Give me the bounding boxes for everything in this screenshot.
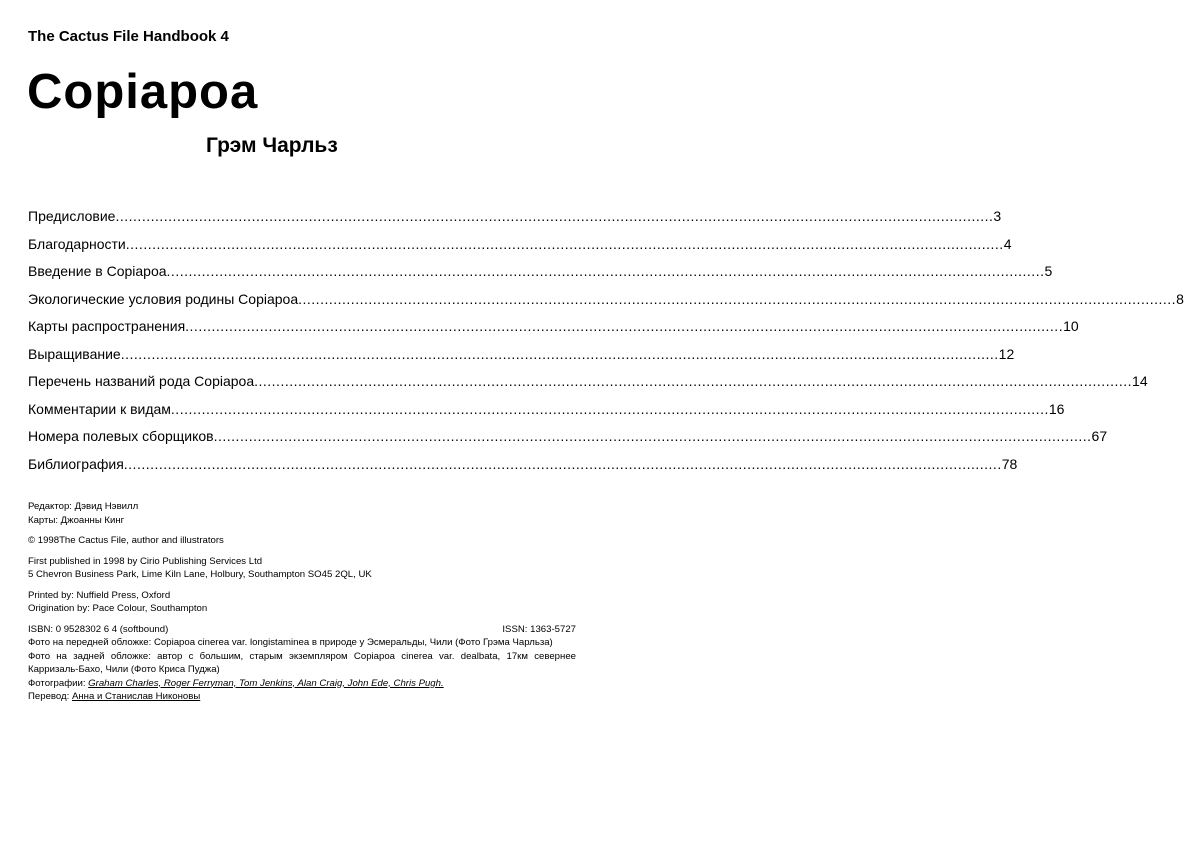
toc-page: 16 bbox=[1048, 400, 1065, 417]
photo-credits bbox=[28, 677, 576, 691]
toc-entry[interactable] bbox=[28, 208, 1002, 236]
toc-entry[interactable] bbox=[28, 428, 1108, 456]
toc-leader: ........................................................................................................................................................................................................ bbox=[213, 428, 1092, 444]
toc-entry[interactable] bbox=[28, 455, 1018, 484]
front-cover-note: Фото на передней обложке: Copiapoa cinerea var. longistaminea в природе у Эсмеральды, Чили (Фото Грэма Чарльза) bbox=[28, 637, 553, 648]
photographer-names: Graham Charles, Roger Ferryman, Tom Jenkins, Alan Craig, John Ede, Chris Pugh. bbox=[88, 677, 444, 689]
author-name: Грэм Чарльз bbox=[206, 134, 338, 157]
translation-label: Перевод: bbox=[28, 691, 70, 702]
toc-leader: ........................................................................................................................................................................................................ bbox=[166, 263, 1045, 279]
copyright-notice: © 1998The Cactus File, author and illustrators bbox=[28, 535, 224, 546]
toc-page: 8 bbox=[1176, 290, 1184, 307]
publisher-line: First published in 1998 by Cirio Publishing Services Ltd bbox=[28, 555, 263, 567]
toc-label: Номера полевых сборщиков bbox=[28, 428, 214, 444]
toc-label: Экологические условия родины Copiapoa bbox=[28, 290, 299, 307]
toc-page: 3 bbox=[993, 208, 1002, 224]
toc-entry[interactable] bbox=[28, 263, 1053, 291]
toc-entry[interactable] bbox=[28, 373, 1148, 401]
maps-credit: Карты: Джоанны Кинг bbox=[28, 514, 125, 526]
publisher-address: 5 Chevron Business Park, Lime Kiln Lane, Holbury, Southampton SO45 2QL, UK bbox=[28, 569, 372, 580]
toc-entry[interactable] bbox=[28, 290, 1184, 319]
toc-label: Библиография bbox=[28, 455, 124, 472]
toc-entry[interactable] bbox=[28, 318, 1079, 346]
toc-leader: ........................................................................................................................................................................................................ bbox=[120, 345, 999, 362]
origination-credit: Origination by: Pace Colour, Southampton bbox=[28, 603, 208, 614]
toc-entry[interactable] bbox=[28, 345, 1015, 374]
editor-credit: Редактор: Дэвид Нэвилл bbox=[28, 501, 139, 512]
issn: ISSN: 1363-5727 bbox=[502, 623, 576, 635]
series-title: The Cactus File Handbook 4 bbox=[28, 28, 229, 45]
isbn-issn-row bbox=[28, 623, 576, 637]
translator-names: Анна и Станислав Никоновы bbox=[71, 691, 201, 702]
toc-label: Комментарии к видам bbox=[28, 400, 171, 417]
toc-page: 14 bbox=[1132, 373, 1148, 389]
isbn: ISBN: 0 9528302 6 4 (softbound) bbox=[28, 623, 169, 635]
toc-label: Предисловие bbox=[28, 208, 116, 224]
printer-credit: Printed by: Nuffield Press, Oxford bbox=[28, 589, 171, 601]
toc-page: 4 bbox=[1003, 235, 1012, 252]
toc-page: 10 bbox=[1063, 318, 1079, 334]
toc-label: Карты распространения bbox=[28, 318, 186, 334]
toc-page: 12 bbox=[998, 345, 1015, 362]
toc-label: Благодарности bbox=[28, 235, 126, 252]
toc-leader: ........................................................................................................................................................................................................ bbox=[115, 208, 994, 224]
toc-leader: ........................................................................................................................................................................................................ bbox=[185, 318, 1064, 334]
toc-entry[interactable] bbox=[28, 400, 1065, 429]
toc-entry[interactable] bbox=[28, 235, 1012, 264]
toc-leader: ........................................................................................................................................................................................................ bbox=[254, 373, 1133, 389]
toc-leader: ........................................................................................................................................................................................................ bbox=[298, 290, 1177, 307]
credits-block bbox=[28, 500, 576, 704]
toc-leader: ........................................................................................................................................................................................................ bbox=[125, 235, 1004, 252]
toc-label: Выращивание bbox=[28, 345, 121, 362]
toc-page: 78 bbox=[1001, 455, 1018, 472]
toc-leader: ........................................................................................................................................................................................................ bbox=[170, 400, 1049, 417]
book-title: Copiapoa bbox=[27, 65, 259, 119]
photos-label: Фотографии: bbox=[28, 677, 86, 689]
table-of-contents bbox=[28, 208, 1184, 483]
back-cover-note: Фото на задней обложке: автор с большим, старым экземпляром Copiapoa cinerea var. dealbata, 17км севернее Карризаль-Бахо, Чили (Фото Криса Пуджа) bbox=[28, 650, 576, 675]
toc-page: 67 bbox=[1091, 428, 1108, 444]
toc-page: 5 bbox=[1044, 263, 1053, 279]
translation-credit bbox=[28, 690, 576, 704]
toc-leader: ........................................................................................................................................................................................................ bbox=[123, 455, 1002, 472]
toc-label: Перечень названий рода Copiapoa bbox=[28, 373, 255, 389]
toc-label: Введение в Copiapoa bbox=[28, 263, 167, 279]
